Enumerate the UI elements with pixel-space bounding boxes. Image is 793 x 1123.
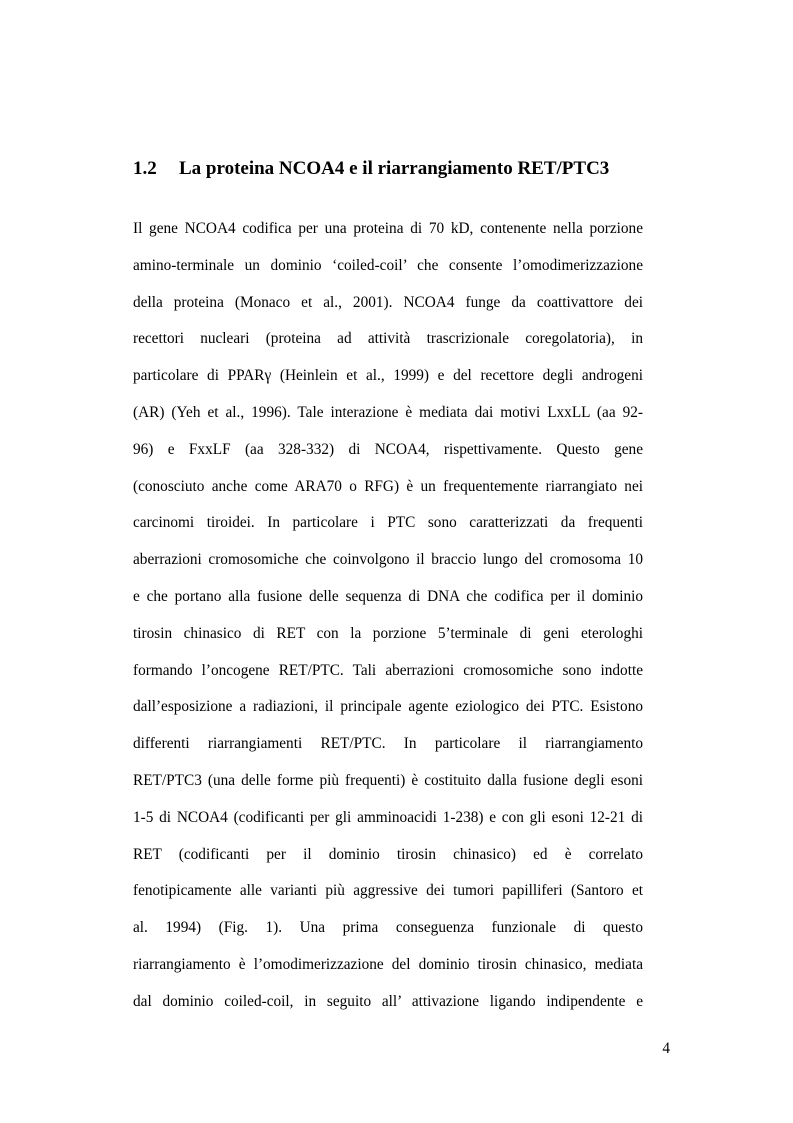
paragraph-line: carcinomi tiroidei. In particolare i PTC sono caratterizzati da frequenti <box>133 514 643 532</box>
paragraph-line: 96) e FxxLF (aa 328-332) di NCOA4, rispettivamente. Questo gene <box>133 440 643 458</box>
paragraph-line: (conosciuto anche come ARA70 o RFG) è un frequentemente riarrangiato nei <box>133 477 643 495</box>
paragraph-line: recettori nucleari (proteina ad attività trascrizionale coregolatoria), in <box>133 330 643 348</box>
paragraph-line: riarrangiamento è l’omodimerizzazione del dominio tirosin chinasico, mediata <box>133 955 643 973</box>
body-paragraph <box>133 217 643 1027</box>
paragraph-line: RET/PTC3 (una delle forme più frequenti) è costituito dalla fusione degli esoni <box>133 771 643 789</box>
paragraph-line: della proteina (Monaco et al., 2001). NCOA4 funge da coattivattore dei <box>133 293 643 311</box>
page-number: 4 <box>662 1040 670 1057</box>
paragraph-line: e che portano alla fusione delle sequenza di DNA che codifica per il dominio <box>133 587 643 605</box>
section-title: La proteina NCOA4 e il riarrangiamento RET/PTC3 <box>179 158 610 179</box>
paragraph-line: formando l’oncogene RET/PTC. Tali aberrazioni cromosomiche sono indotte <box>133 661 643 679</box>
section-heading <box>133 157 653 181</box>
paragraph-line: dal dominio coiled-coil, in seguito all’ attivazione ligando indipendente e <box>133 992 643 1010</box>
paragraph-line: 1-5 di NCOA4 (codificanti per gli amminoacidi 1-238) e con gli esoni 12-21 di <box>133 808 643 826</box>
paragraph-line: amino-terminale un dominio ‘coiled-coil’ che consente l’omodimerizzazione <box>133 256 643 274</box>
section-number: 1.2 <box>133 158 157 179</box>
paragraph-line: differenti riarrangiamenti RET/PTC. In particolare il riarrangiamento <box>133 735 643 753</box>
paragraph-line: al. 1994) (Fig. 1). Una prima conseguenza funzionale di questo <box>133 919 643 937</box>
paragraph-line: (AR) (Yeh et al., 1996). Tale interazione è mediata dai motivi LxxLL (aa 92- <box>133 403 643 421</box>
paragraph-line: fenotipicamente alle varianti più aggressive dei tumori papilliferi (Santoro et <box>133 882 643 900</box>
paragraph-line: RET (codificanti per il dominio tirosin chinasico) ed è correlato <box>133 845 643 863</box>
paragraph-line: aberrazioni cromosomiche che coinvolgono il braccio lungo del cromosoma 10 <box>133 551 643 569</box>
paragraph-line: tirosin chinasico di RET con la porzione 5’terminale di geni eterologhi <box>133 624 643 642</box>
paragraph-line: dall’esposizione a radiazioni, il principale agente eziologico dei PTC. Esistono <box>133 698 643 716</box>
paragraph-line: Il gene NCOA4 codifica per una proteina di 70 kD, contenente nella porzione <box>133 220 643 237</box>
paragraph-line: particolare di PPARγ (Heinlein et al., 1999) e del recettore degli androgeni <box>133 367 643 385</box>
